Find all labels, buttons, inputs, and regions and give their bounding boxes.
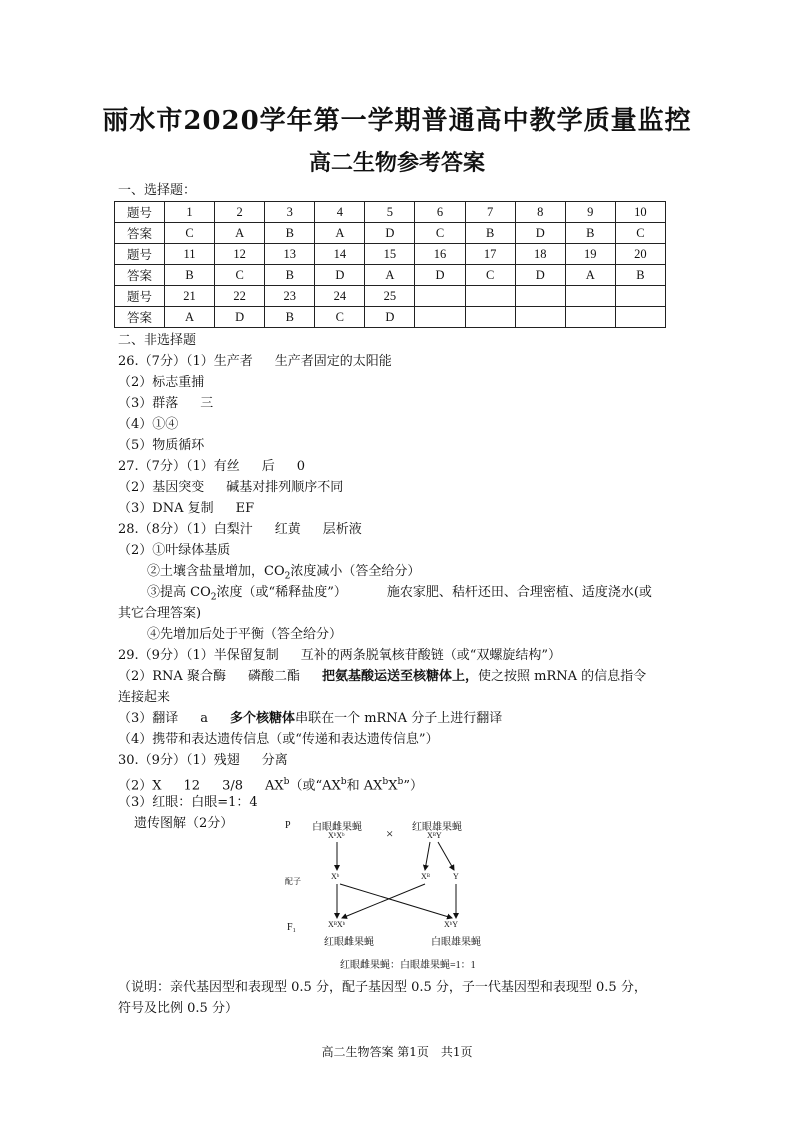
- table-cell: 20: [615, 244, 665, 265]
- table-cell: D: [365, 307, 415, 328]
- table-cell: B: [565, 223, 615, 244]
- q30-part2e: （或“AX: [289, 778, 341, 794]
- q27-part3a: （3）DNA 复制: [118, 501, 214, 516]
- note-line1: （说明：亲代基因型和表现型 0.5 分，配子基因型 0.5 分，子一代基因型和表现型 0.5 分，: [118, 980, 647, 995]
- table-cell: B: [265, 307, 315, 328]
- row-label: 题号: [115, 286, 165, 307]
- q30-line3: （3）红眼：白眼=1：4: [118, 795, 258, 810]
- q28-part1c: 层析液: [322, 522, 362, 537]
- table-cell: [565, 307, 615, 328]
- table-cell: 25: [365, 286, 415, 307]
- table-cell: 11: [165, 244, 215, 265]
- q26-part3b: 三: [200, 396, 214, 411]
- q28-line1: [118, 522, 362, 538]
- row-label: 答案: [115, 307, 165, 328]
- q30-part2c: 3/8: [222, 778, 243, 794]
- q29-part2b: 磷酸二酯: [247, 669, 300, 684]
- table-cell: [565, 286, 615, 307]
- table-cell: 7: [465, 202, 515, 223]
- arrow-cross-right: [340, 884, 452, 918]
- table-cell: [415, 286, 465, 307]
- diagram-female-parent: 白眼雌果蝇: [312, 822, 362, 833]
- table-cell: C: [215, 265, 265, 286]
- section-choice-heading: 一、选择题：: [118, 183, 197, 198]
- table-cell: B: [165, 265, 215, 286]
- table-cell: 19: [565, 244, 615, 265]
- table-cell: B: [265, 223, 315, 244]
- q27-line1: [118, 459, 305, 475]
- q30-sup1: b: [283, 777, 290, 787]
- q27-line3: [118, 501, 254, 517]
- q28-part3b: 浓度减小（答全给分）: [290, 564, 421, 579]
- table-cell: 10: [615, 202, 665, 223]
- q27-part3b: EF: [235, 501, 255, 516]
- table-cell: [415, 307, 465, 328]
- diagram-p-label: P: [285, 820, 291, 831]
- table-cell: 15: [365, 244, 415, 265]
- table-cell: C: [315, 307, 365, 328]
- table-cell: 23: [265, 286, 315, 307]
- table-cell: [515, 307, 565, 328]
- table-cell: 16: [415, 244, 465, 265]
- table-cell: 17: [465, 244, 515, 265]
- table-row: [115, 244, 666, 265]
- q28-part4-sub: 2: [210, 592, 217, 603]
- diagram-f1-left-phenotype: 红眼雌果蝇: [324, 937, 374, 948]
- arrow-male-gamete-xb: [425, 842, 430, 870]
- table-cell: C: [165, 223, 215, 244]
- q29-part4-bold: 多个核糖体: [230, 711, 296, 726]
- table-cell: [465, 307, 515, 328]
- table-cell: 6: [415, 202, 465, 223]
- page-footer: 高二生物答案 第1页 共1页: [321, 1045, 473, 1059]
- q30-part2a: （2）X: [118, 778, 162, 794]
- table-cell: 4: [315, 202, 365, 223]
- q29-line2: [118, 669, 646, 685]
- diagram-female-parent-genotype: XᵇXᵇ: [328, 831, 345, 840]
- q26-line3: [118, 396, 213, 412]
- q29-part2-bold: 把氨基酸运送至核糖体上，: [321, 669, 478, 684]
- q28-part1b: 红黄: [274, 522, 301, 537]
- diagram-gamete-2: Xᴮ: [421, 872, 430, 881]
- q28-line4: [147, 585, 652, 606]
- table-cell: D: [515, 265, 565, 286]
- table-cell: 13: [265, 244, 315, 265]
- row-label: 题号: [115, 202, 165, 223]
- q29-line3: 连接起来: [118, 690, 171, 705]
- table-cell: 14: [315, 244, 365, 265]
- table-cell: A: [365, 265, 415, 286]
- diagram-f1-right-phenotype: 白眼雄果蝇: [431, 937, 481, 948]
- q27-part2b: 碱基对排列顺序不同: [226, 480, 344, 495]
- diagram-gamete-1: Xᵇ: [331, 872, 340, 881]
- q30-line1: [118, 753, 288, 769]
- cross-arrows: [280, 812, 520, 972]
- diagram-f1-label: F₁: [287, 922, 297, 933]
- q30-line4: 遗传图解（2分）: [134, 816, 234, 831]
- table-cell: A: [215, 223, 265, 244]
- q30-line2: [118, 774, 423, 794]
- table-cell: D: [315, 265, 365, 286]
- answer-table: [114, 201, 666, 328]
- table-cell: C: [465, 265, 515, 286]
- table-cell: A: [165, 307, 215, 328]
- genetic-cross-diagram: [280, 812, 520, 972]
- table-row: [115, 307, 666, 328]
- q26-line5: （5）物质循环: [118, 438, 205, 453]
- table-cell: 24: [315, 286, 365, 307]
- table-cell: D: [365, 223, 415, 244]
- q30-sup3: b: [382, 777, 389, 787]
- q28-part4a: ③提高 CO: [147, 585, 211, 600]
- q27-part1a: 27.（7分）（1）有丝: [118, 459, 240, 474]
- q29-part2c: 使之按照 mRNA 的信息指令: [478, 669, 647, 684]
- q30-part1b: 分离: [261, 753, 288, 768]
- q28-line3: [147, 564, 420, 585]
- table-cell: 3: [265, 202, 315, 223]
- q29-part4a: （3）翻译: [118, 711, 179, 726]
- q26-part1b: 生产者固定的太阳能: [274, 354, 392, 369]
- q28-line5: 其它合理答案): [118, 606, 202, 621]
- q30-sup4: b: [397, 777, 404, 787]
- diagram-ratio: 红眼雌果蝇：白眼雄果蝇=1：1: [340, 960, 476, 971]
- page-title: 丽水市2020学年第一学期普通高中教学质量监控: [102, 106, 692, 136]
- table-cell: 8: [515, 202, 565, 223]
- row-label: 答案: [115, 265, 165, 286]
- q28-part1a: 28.（8分）（1）白梨汁: [118, 522, 253, 537]
- table-row: [115, 286, 666, 307]
- q30-part2d: AX: [265, 778, 284, 794]
- table-cell: [465, 286, 515, 307]
- table-cell: [615, 286, 665, 307]
- table-cell: 22: [215, 286, 265, 307]
- arrow-cross-left: [342, 884, 425, 918]
- diagram-cross-symbol: ×: [386, 826, 394, 841]
- table-cell: 9: [565, 202, 615, 223]
- q28-part3a: ②土壤含盐量增加，CO: [147, 564, 285, 579]
- section-nonchoice-heading: 二、非选择题: [118, 333, 197, 348]
- q30-sup2: b: [340, 777, 347, 787]
- diagram-male-parent: 红眼雄果蝇: [412, 822, 462, 833]
- table-cell: 12: [215, 244, 265, 265]
- note-line2: 符号及比例 0.5 分）: [118, 1001, 238, 1016]
- q28-part3-sub: 2: [284, 571, 291, 582]
- q26-line2: （2）标志重捕: [118, 375, 205, 390]
- q30-part2b: 12: [183, 778, 201, 794]
- q30-part1a: 30.（9分）（1）残翅: [118, 753, 240, 768]
- table-cell: B: [615, 265, 665, 286]
- table-cell: B: [265, 265, 315, 286]
- table-cell: [515, 286, 565, 307]
- q26-part1: 26.（7分）（1）生产者: [118, 354, 253, 369]
- q28-line2: （2）①叶绿体基质: [118, 543, 231, 558]
- table-cell: 1: [165, 202, 215, 223]
- q27-part1b: 后: [261, 459, 275, 474]
- table-cell: 5: [365, 202, 415, 223]
- row-label: 答案: [115, 223, 165, 244]
- table-cell: A: [315, 223, 365, 244]
- table-cell: D: [215, 307, 265, 328]
- table-cell: [615, 307, 665, 328]
- q29-line5: （4）携带和表达遗传信息（或“传递和表达遗传信息”）: [118, 732, 439, 747]
- q30-part2g: X: [388, 778, 398, 794]
- q30-part2h: ”）: [403, 778, 423, 794]
- table-cell: D: [515, 223, 565, 244]
- q27-part1c: 0: [296, 459, 306, 474]
- q29-line1: [118, 648, 561, 664]
- table-cell: 18: [515, 244, 565, 265]
- table-row: [115, 223, 666, 244]
- table-cell: D: [415, 265, 465, 286]
- table-cell: 21: [165, 286, 215, 307]
- diagram-gamete-3: Y: [453, 872, 459, 881]
- table-cell: A: [565, 265, 615, 286]
- diagram-f1-left-genotype: XᴮXᵇ: [328, 920, 346, 929]
- table-cell: C: [415, 223, 465, 244]
- diagram-male-parent-genotype: XᴮY: [427, 831, 442, 840]
- table-cell: C: [615, 223, 665, 244]
- page-subtitle: 高二生物参考答案: [308, 150, 485, 176]
- q29-part4b: a: [200, 711, 209, 726]
- q30-part2f: 和 AX: [346, 778, 383, 794]
- q28-part4c: 施农家肥、秸杆还田、合理密植、适度浇水(或: [386, 585, 652, 600]
- q27-part2a: （2）基因突变: [118, 480, 205, 495]
- row-label: 题号: [115, 244, 165, 265]
- q29-part2a: （2）RNA 聚合酶: [118, 669, 226, 684]
- diagram-f1-right-genotype: XᵇY: [444, 920, 459, 929]
- table-row: [115, 265, 666, 286]
- q29-part1b: 互补的两条脱氧核苷酸链（或“双螺旋结构”）: [300, 648, 562, 663]
- q29-part1a: 29.（9分）（1）半保留复制: [118, 648, 279, 663]
- table-cell: B: [465, 223, 515, 244]
- q26-part3a: （3）群落: [118, 396, 179, 411]
- q29-part4c: 串联在一个 mRNA 分子上进行翻译: [295, 711, 503, 726]
- q27-line2: [118, 480, 343, 496]
- diagram-gamete-label: 配子: [285, 877, 301, 886]
- q29-line4: [118, 711, 502, 727]
- arrow-male-gamete-y: [438, 842, 454, 870]
- table-row: [115, 202, 666, 223]
- q28-part4b: 浓度（或“稀释盐度”）: [216, 585, 347, 600]
- q28-line6: ④先增加后处于平衡（答全给分）: [147, 627, 343, 642]
- q26-line1: [118, 354, 392, 370]
- table-cell: 2: [215, 202, 265, 223]
- q26-line4: （4）①④: [118, 417, 179, 432]
